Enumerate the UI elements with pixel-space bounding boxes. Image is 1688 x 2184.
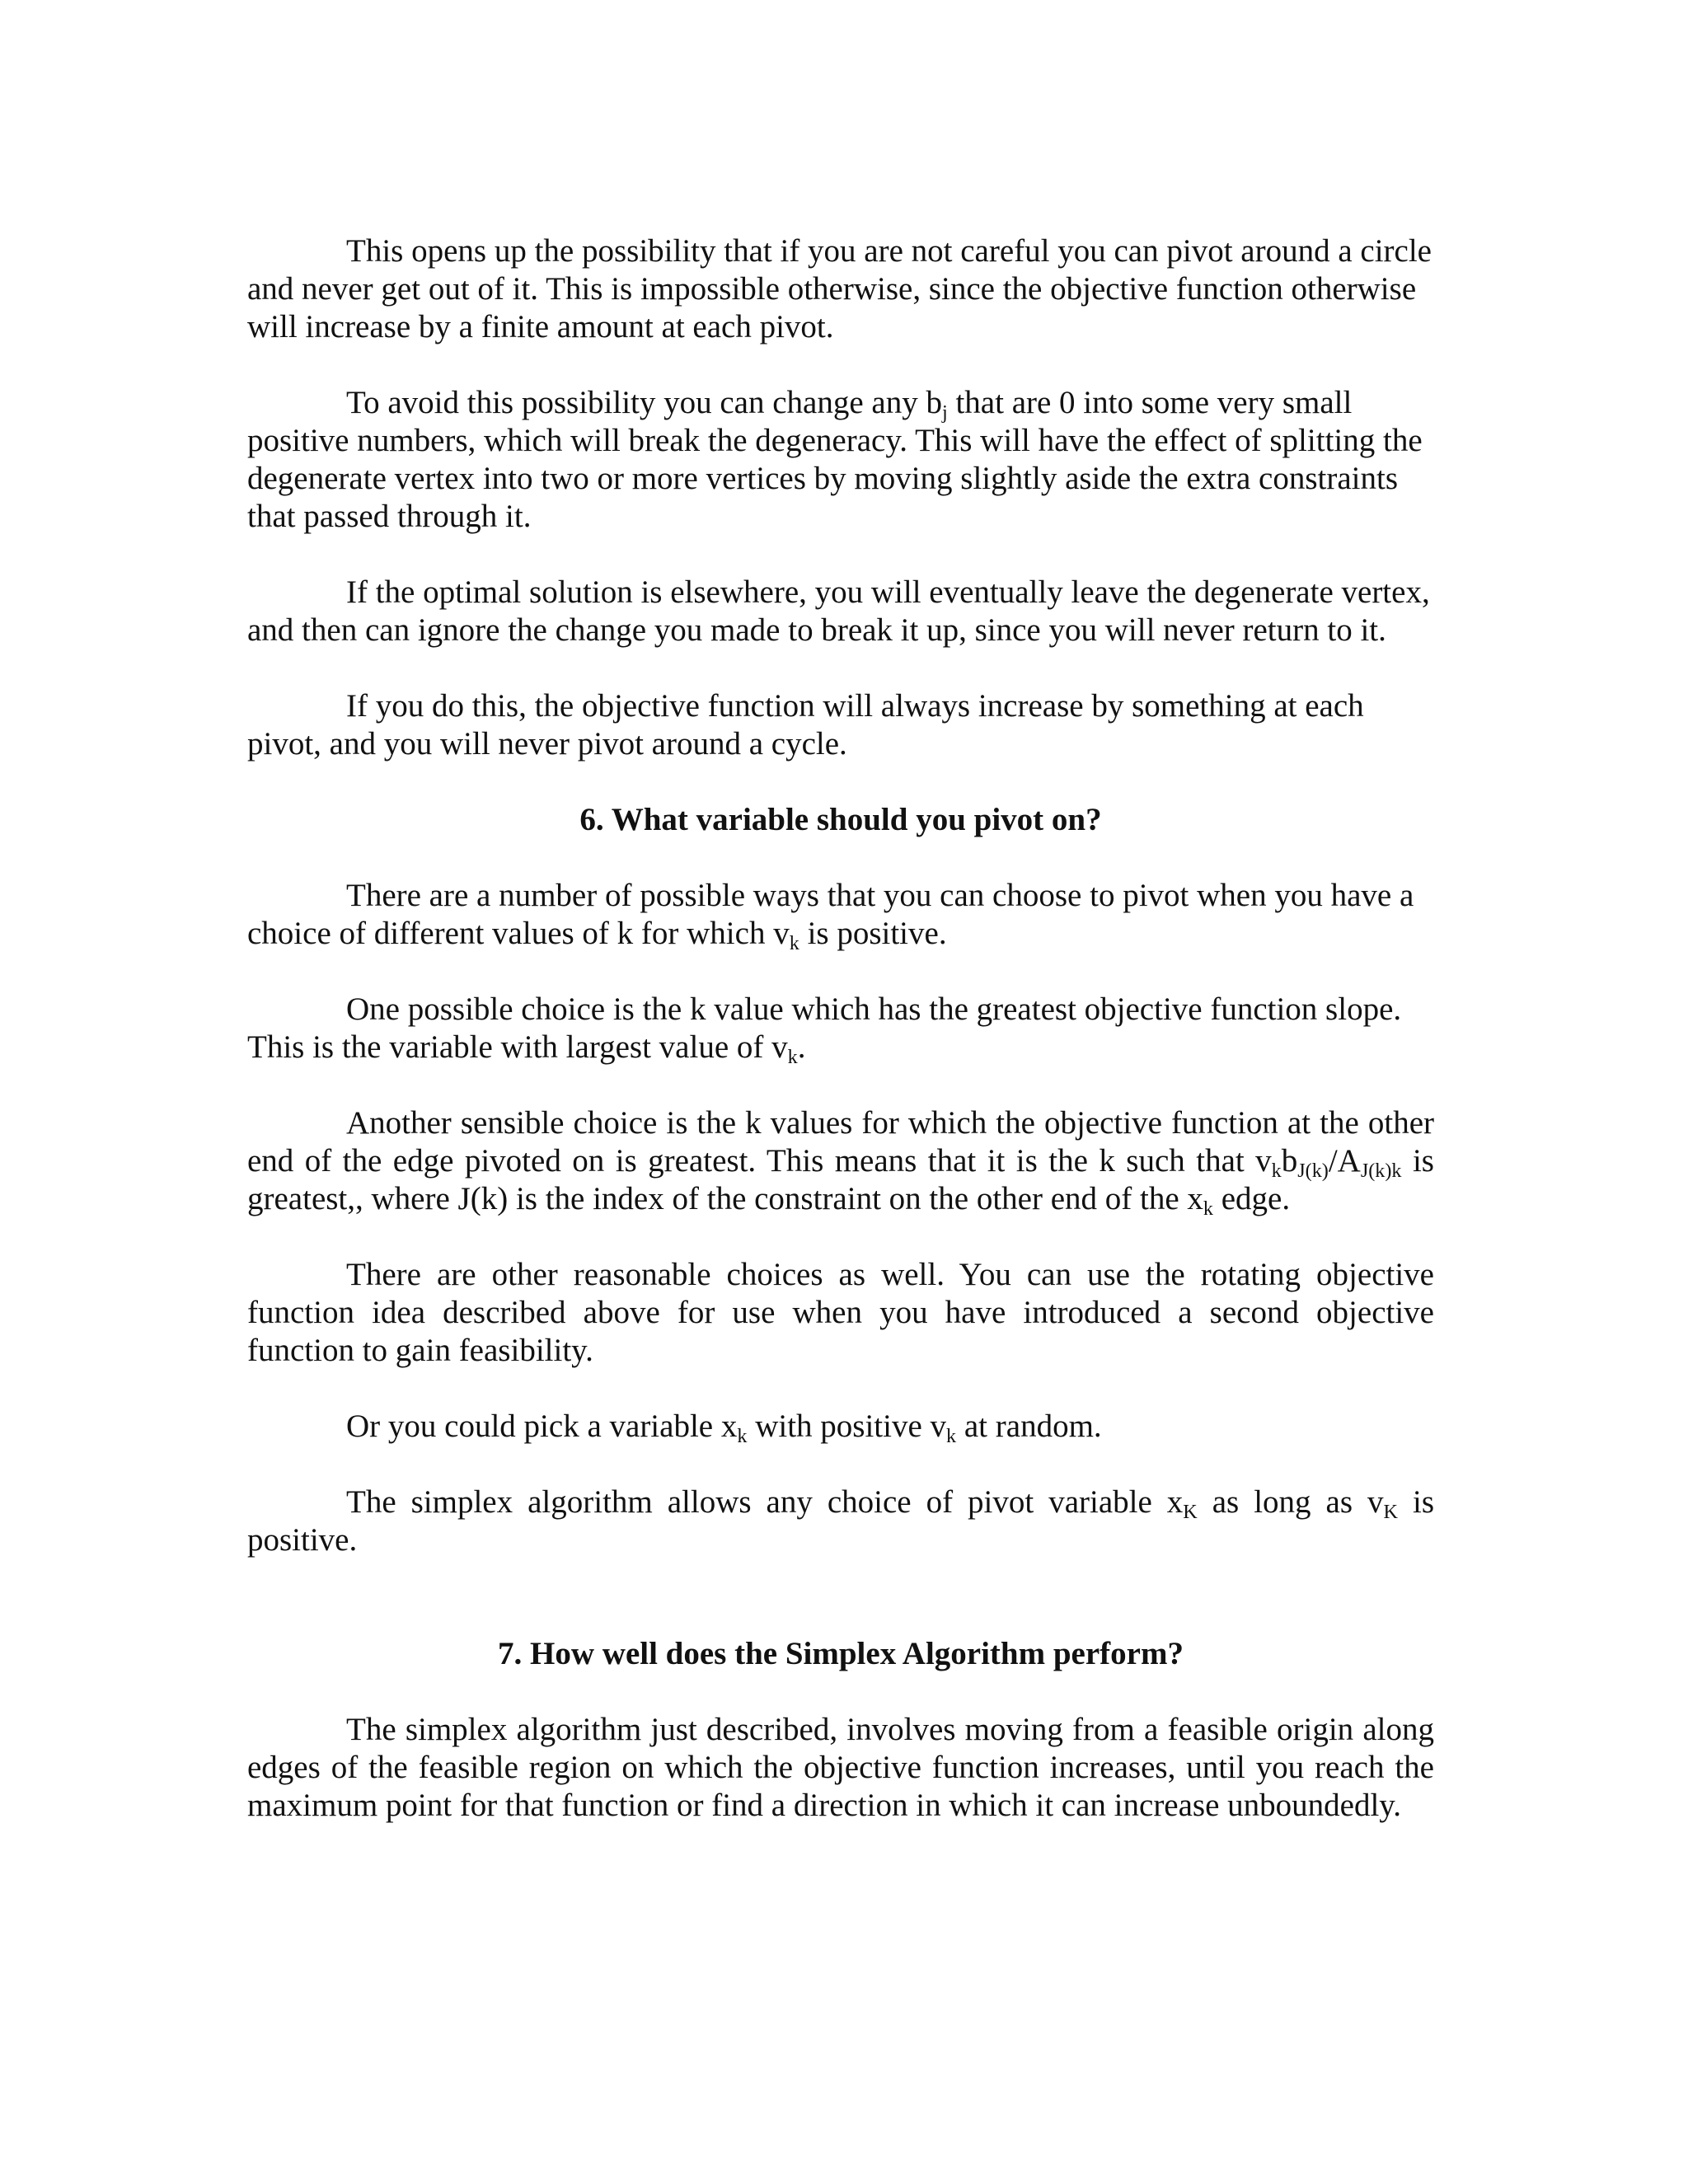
paragraph-other-end: Another sensible choice is the k values for which the objective function at the other end of the edge pivoted on is greatest. This means that it is the k such that $v_kb_{J(k)}/A_{J(k)k}$ is greatest,, where J(k) is the index of the constraint on the other end of the $x_k$ edge. <box>247 1105 1434 1220</box>
paragraph-cycling: This opens up the possibility that if you are not careful you can pivot around a circle and never get out of it. This is impossible otherwise, since the objective function otherwise will increase by a finite amount at each pivot. <box>247 233 1432 344</box>
section-spacer <box>247 1597 1434 1635</box>
paragraph-avoid-degeneracy: To avoid this possibility you can change any $b_j$ that are 0 into some very small positive numbers, which will break the degeneracy. This will have the effect of splitting the degenerate vertex into two or more vertices by moving slightly aside the extra constraints that passed through it. <box>247 385 1423 534</box>
paragraph-no-cycle: If you do this, the objective function will always increase by something at each pivot, and you will never pivot around a cycle. <box>247 688 1364 762</box>
paragraph-any-choice: The simplex algorithm allows any choice of pivot variable $x_K$ as long as $v_K$ is positive. <box>247 1484 1434 1558</box>
paragraph-optimal-elsewhere: If the optimal solution is elsewhere, you will eventually leave the degenerate vertex, and then can ignore the change you made to break it up, since you will never return to it. <box>247 574 1430 648</box>
section-heading-7: 7. How well does the Simplex Algorithm perform? <box>498 1636 1184 1671</box>
paragraph-reasonable-choices: There are other reasonable choices as well. You can use the rotating objective function idea described above for use when you have introduced a second objective function to gain feasibility. <box>247 1257 1434 1368</box>
paragraph-simplex-summary: The simplex algorithm just described, involves moving from a feasible origin along edges of the feasible region on which the objective function increases, until you reach the maximum point for that function or find a direction in which it can increase unboundedly. <box>247 1712 1434 1823</box>
section-heading-6: 6. What variable should you pivot on? <box>579 802 1102 837</box>
document-page <box>247 232 1434 1863</box>
paragraph-pivot-choices: There are a number of possible ways that you can choose to pivot when you have a choice of different values of k for which $v_k$ is positive. <box>247 878 1414 954</box>
paragraph-greatest-slope: One possible choice is the k value which has the greatest objective function slope. This is the variable with largest value of $v_k$. <box>247 991 1402 1068</box>
paragraph-random-pick: Or you could pick a variable $x_k$ with positive $v_k$ at random. <box>346 1408 1102 1447</box>
